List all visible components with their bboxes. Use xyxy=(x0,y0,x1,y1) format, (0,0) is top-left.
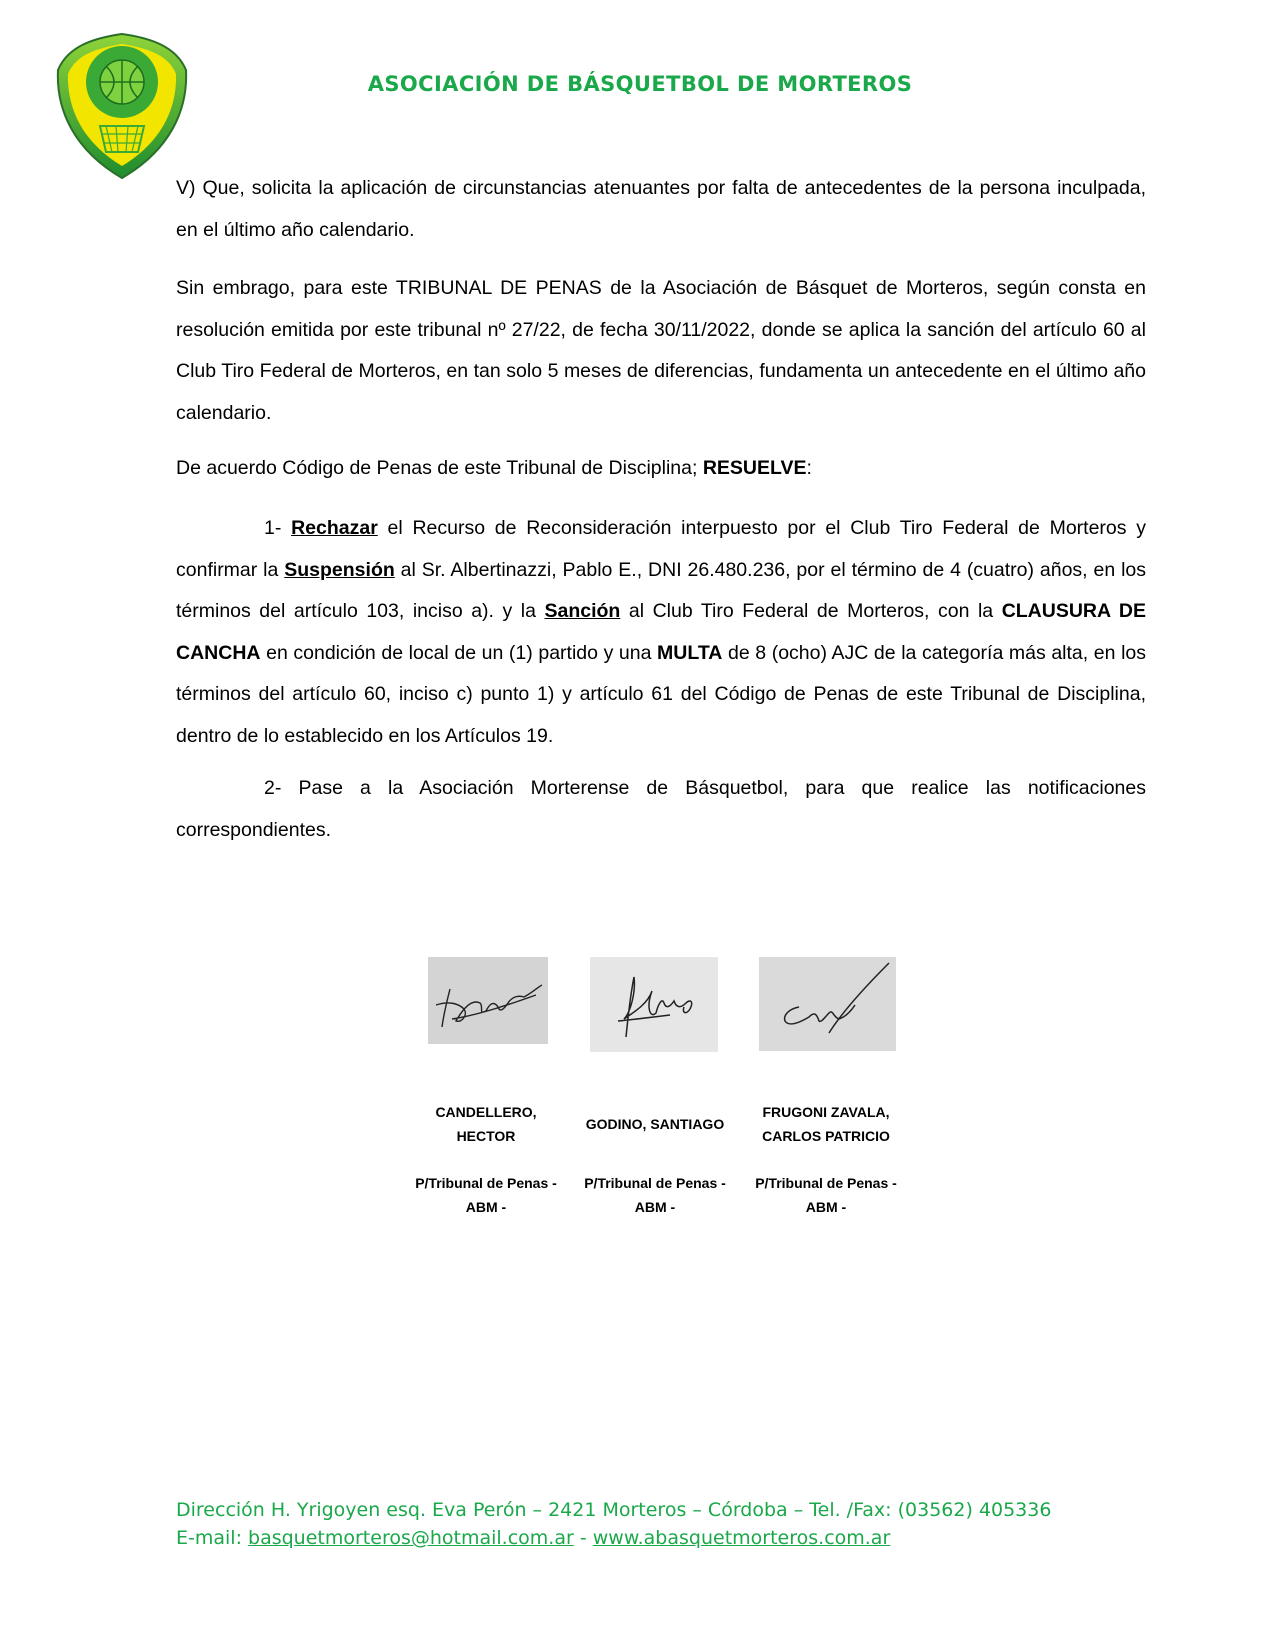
footer xyxy=(176,1496,1051,1552)
email-link[interactable]: basquetmorteros@hotmail.com.ar xyxy=(248,1527,574,1549)
suspension-keyword: Suspensión xyxy=(284,558,395,581)
paragraph-antecedent: Sin embrago, para este TRIBUNAL DE PENAS de la Asociación de Básquet de Morteros, según consta en resolución emitida por este tribunal nº 27/22, de fecha 30/11/2022, donde se aplica la sanción del artículo 60 al Club Tiro Federal de Morteros, en tan solo 5 meses de diferencias, fundamenta un antecedente en el último año calendario. xyxy=(176,277,1146,424)
signature-frugoni xyxy=(759,957,896,1051)
signatory-role-1: P/Tribunal de Penas - ABM - xyxy=(415,1175,557,1215)
website-link[interactable]: www.abasquetmorteros.com.ar xyxy=(592,1527,891,1549)
resolution-item-2: 2- Pase a la Asociación Morterense de Básquetbol, para que realice las notificaciones correspondientes. xyxy=(176,777,1146,841)
signature-candellero xyxy=(428,957,548,1044)
association-logo xyxy=(54,30,190,182)
paragraph-resolve-intro: De acuerdo Código de Penas de este Tribunal de Disciplina; RESUELVE: xyxy=(176,457,812,479)
resolution-item-1: 1- Rechazar el Recurso de Reconsideración interpuesto por el Club Tiro Federal de Morteros y confirmar la Suspensión al Sr. Albertinazzi, Pablo E., DNI 26.480.236, por el término de 4 (cuatro) años, en los términos del artículo 103, inciso a). y la Sanción al Club Tiro Federal de Morteros, con la CLAUSURA DE CANCHA en condición de local de un (1) partido y una MULTA de 8 (ocho) AJC de la categoría más alta, en los términos del artículo 60, inciso c) punto 1) y artículo 61 del Código de Penas de este Tribunal de Disciplina, dentro de lo establecido en los Artículos 19. xyxy=(176,517,1147,747)
organization-title: ASOCIACIÓN DE BÁSQUETBOL DE MORTEROS xyxy=(367,72,913,96)
signatory-name-2: GODINO, SANTIAGO xyxy=(585,1116,725,1132)
court-closure-keyword: CLAUSURA DE CANCHA xyxy=(176,600,1146,664)
signatory-name-1: CANDELLERO, HECTOR xyxy=(435,1104,537,1144)
sanction-keyword: Sanción xyxy=(544,600,621,622)
footer-address: Dirección H. Yrigoyen esq. Eva Perón – 2421 Morteros – Córdoba – Tel. /Fax: (03562) 405336 xyxy=(176,1499,1052,1521)
paragraph-mitigating-circumstances: V) Que, solicita la aplicación de circunstancias atenuantes por falta de antecedentes de la persona inculpada, en el último año calendario. xyxy=(176,177,1146,241)
signatory-role-2: P/Tribunal de Penas - ABM - xyxy=(584,1175,726,1215)
resolve-keyword: RESUELVE xyxy=(702,457,807,479)
signature-godino xyxy=(590,957,718,1052)
signatory-name-3: FRUGONI ZAVALA, CARLOS PATRICIO xyxy=(762,1104,890,1144)
footer-contact: E-mail: basquetmorteros@hotmail.com.ar - www.abasquetmorteros.com.ar xyxy=(176,1527,891,1549)
reject-keyword: Rechazar xyxy=(291,517,378,539)
signatory-role-3: P/Tribunal de Penas - ABM - xyxy=(755,1175,897,1215)
fine-keyword: MULTA xyxy=(657,641,723,664)
